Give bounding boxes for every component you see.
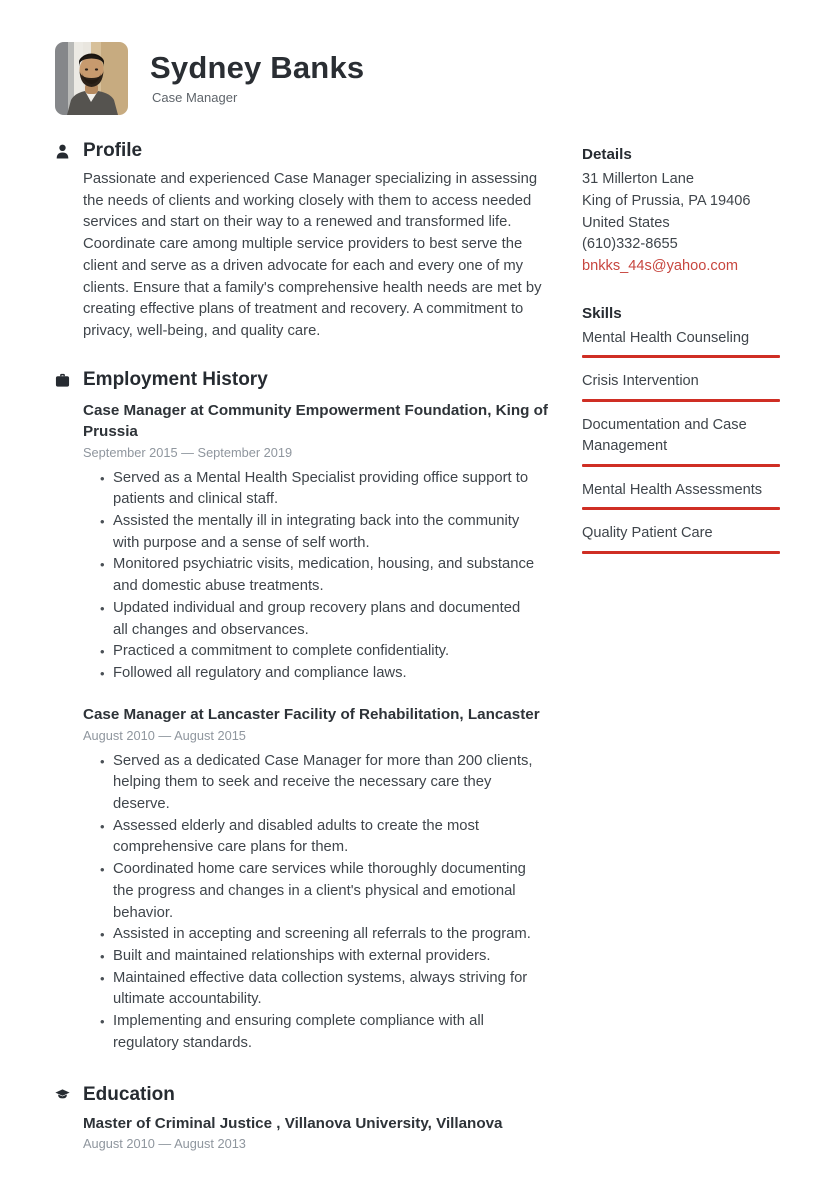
skills-heading: Skills [582,304,622,322]
job-title-line: Case Manager at Community Empowerment Foundation, King of Prussia [83,401,548,440]
job-bullet: • Assisted the mentally ill in integrating back into the community with purpose and a sense of self worth. [100,511,539,554]
address-line-1: 31 Millerton Lane [582,171,694,187]
profile-text: Passionate and experienced Case Manager specializing in assessing the needs of clients and working closely with them to access needed services and start on their way to a renewed and transformed life. Coordinate care among multiple service providers to best serve the client and serve as a driven advocate for each and every one of my clients. Ensure that a family's comprehensive health needs are met by creating effective plans of treatment and recovery. A commitment to privacy, well-being, and quality care. [83,171,542,339]
skill-label: Mental Health Counseling [582,329,750,346]
employment-section-head [55,369,552,391]
job-bullet-list [100,751,539,1055]
skill-item [582,415,780,467]
education-dates: August 2010 — August 2013 [83,1135,246,1151]
skill-label: Documentation and Case Management [582,416,747,455]
skill-label: Crisis Intervention [582,373,699,390]
skill-level-bar [582,355,780,358]
job-bullet-list [100,468,539,685]
job-dates: August 2010 — August 2015 [83,727,246,743]
skill-level-bar [582,507,780,510]
job-bullet: • Practiced a commitment to complete confidentiality. [100,641,539,663]
education-degree: Master of Criminal Justice , Villanova University, Villanova [83,1114,503,1132]
education-section [55,1084,552,1151]
job-dates: September 2015 — September 2019 [83,444,293,460]
skill-level-bar [582,464,780,467]
address-line-2: King of Prussia, PA 19406 [582,192,751,209]
briefcase-icon [55,372,70,388]
job-entry [83,400,552,685]
page-title-name: Sydney Banks [150,50,365,85]
job-bullet: • Maintained effective data collection systems, always striving for ultimate accountability. [100,968,539,1011]
details-section [582,146,780,278]
skill-item [582,523,780,554]
phone-number: (610)332-8655 [582,236,678,253]
employment-section [55,369,552,1055]
profile-heading: Profile [83,140,143,161]
job-bullet: • Monitored psychiatric visits, medication, housing, and substance and domestic abuse treatments. [100,554,539,597]
job-bullet: • Followed all regulatory and compliance laws. [100,663,539,685]
skill-level-bar [582,399,780,402]
graduation-cap-icon [55,1087,70,1103]
skill-item [582,328,780,359]
profile-section-head [55,140,552,162]
job-entry [83,704,552,1055]
skill-item [582,371,780,402]
job-title: Case Manager [152,90,238,105]
job-bullet: • Served as a Mental Health Specialist providing office support to patients and clinical staff. [100,468,539,511]
employment-heading: Employment History [83,368,268,390]
job-bullet: • Served as a dedicated Case Manager for more than 200 clients, helping them to seek and receive the necessary care they deserve. [100,751,539,816]
address-country: United States [582,214,670,231]
job-bullet: • Coordinated home care services while thoroughly documenting the progress and changes in a client's physical and emotional behavior. [100,859,539,924]
job-bullet: • Implementing and ensuring complete compliance with all regulatory standards. [100,1011,539,1054]
job-bullet: • Assessed elderly and disabled adults to create the most comprehensive care plans for them. [100,816,539,859]
skills-section [582,305,780,554]
details-heading: Details [582,146,632,163]
skill-label: Mental Health Assessments [582,481,763,498]
sidebar [582,146,780,567]
profile-photo [55,42,128,115]
person-icon [55,143,70,159]
main-column [55,140,552,1151]
job-bullet: • Built and maintained relationships with external providers. [100,946,539,968]
job-title-line: Case Manager at Lancaster Facility of Rehabilitation, Lancaster [83,705,540,723]
job-bullet: • Assisted in accepting and screening all referrals to the program. [100,924,539,946]
education-heading: Education [83,1083,175,1105]
photo-illustration [55,42,128,115]
skill-label: Quality Patient Care [582,525,713,542]
email-link[interactable]: bnkks_44s@yahoo.com [582,258,738,275]
job-bullet: • Updated individual and group recovery plans and documented all changes and observances. [100,598,539,641]
skill-item [582,480,780,511]
skill-level-bar [582,551,780,554]
education-section-head [55,1084,552,1106]
profile-section [55,140,552,343]
